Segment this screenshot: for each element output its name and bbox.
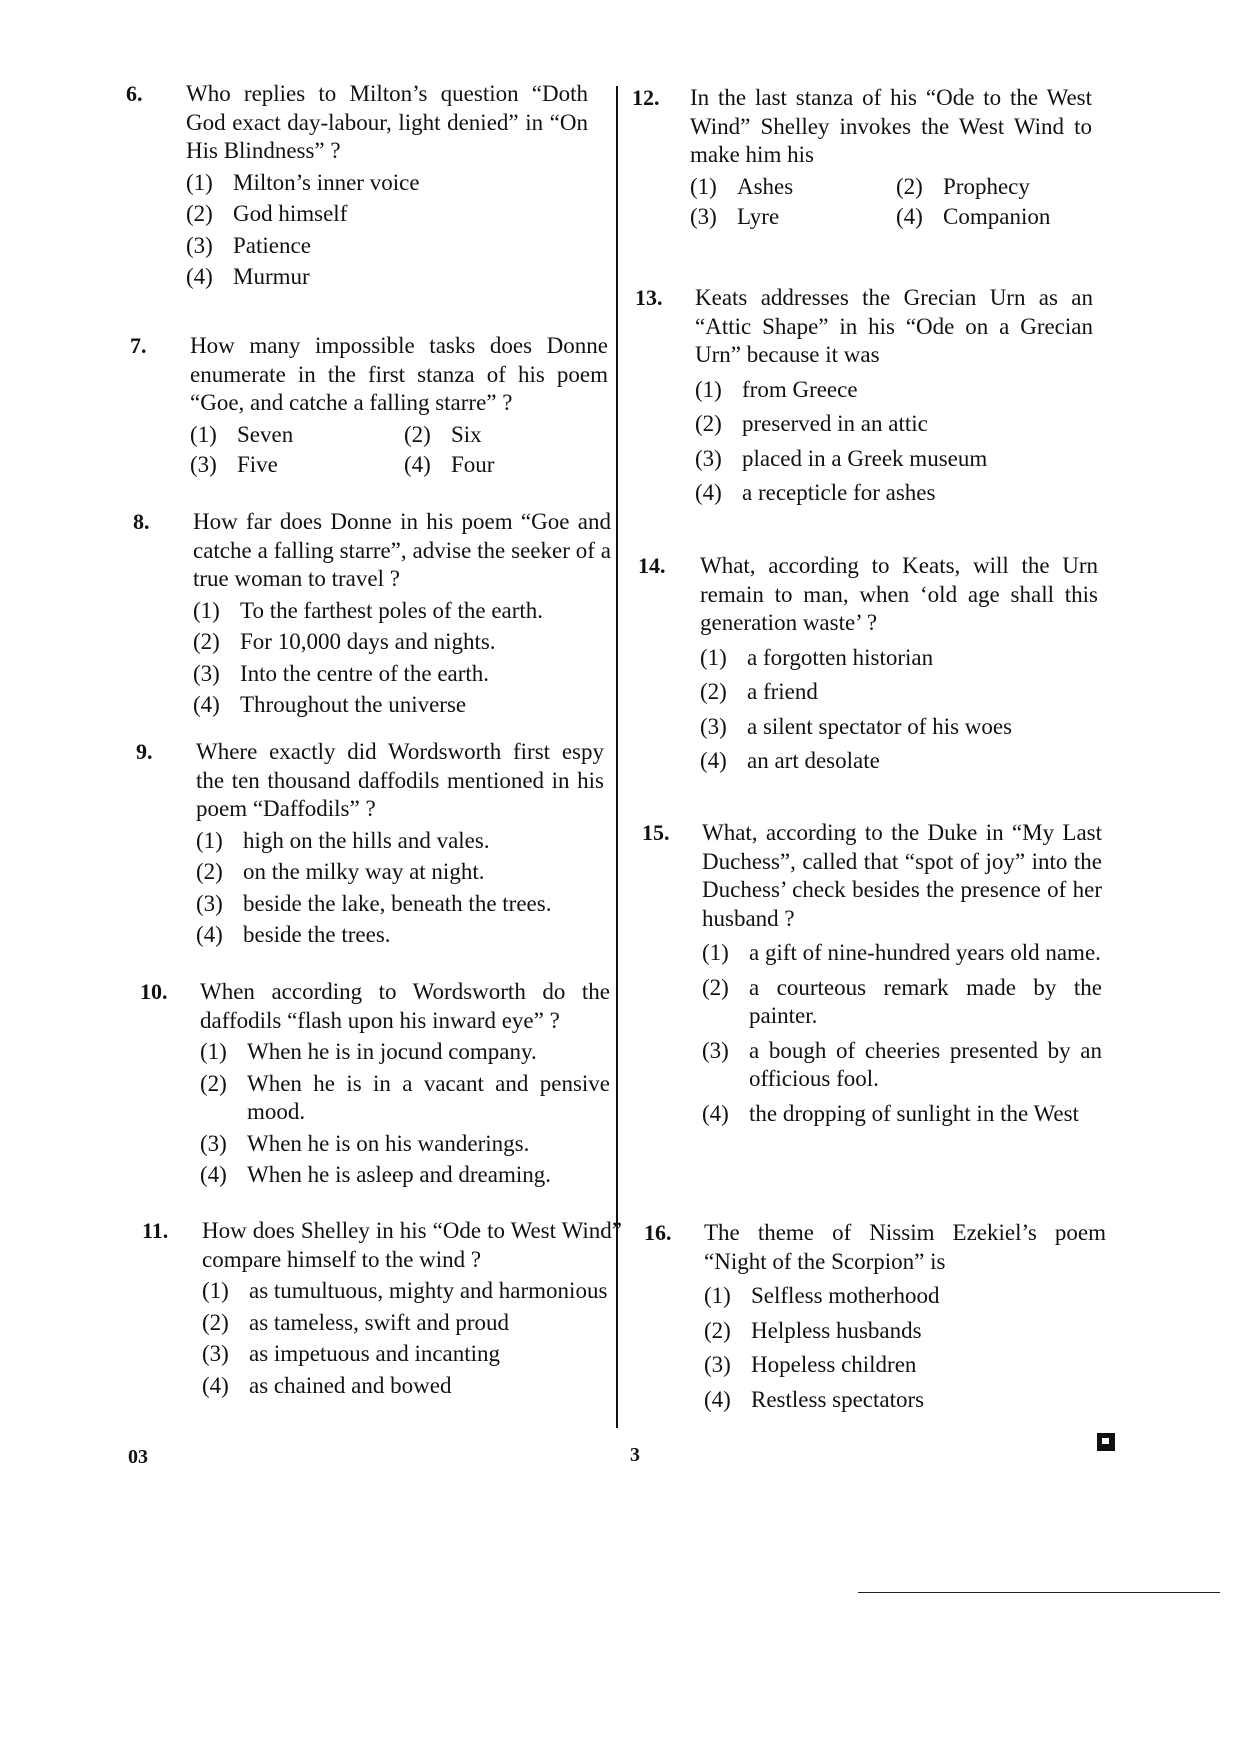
option-number: (3) bbox=[690, 204, 717, 229]
option-2[interactable] bbox=[695, 410, 1093, 439]
option-number: (1) bbox=[704, 1283, 731, 1308]
option-4[interactable] bbox=[702, 1100, 1102, 1129]
option-text: Prophecy bbox=[943, 173, 1030, 199]
option-4[interactable] bbox=[202, 1372, 622, 1401]
option-1[interactable] bbox=[700, 644, 1098, 673]
option-4[interactable] bbox=[896, 203, 1092, 232]
option-3[interactable] bbox=[704, 1351, 1106, 1380]
question-number: 14. bbox=[638, 553, 666, 578]
option-2[interactable] bbox=[186, 200, 588, 229]
question-text: How many impossible tasks does Donne enumerate in the first stanza of his poem “Goe, and catche a falling starre” ? bbox=[190, 333, 608, 415]
question-number: 16. bbox=[644, 1220, 672, 1245]
option-4[interactable] bbox=[404, 451, 608, 480]
option-1[interactable] bbox=[196, 827, 604, 856]
option-text: a bough of cheeries presented by an officious fool. bbox=[749, 1037, 1102, 1091]
option-number: (4) bbox=[193, 692, 220, 717]
option-2[interactable] bbox=[896, 173, 1092, 202]
option-number: (4) bbox=[702, 1100, 729, 1126]
option-text: For 10,000 days and nights. bbox=[240, 629, 496, 654]
option-1[interactable] bbox=[193, 597, 611, 626]
option-text: Restless spectators bbox=[751, 1386, 925, 1412]
option-3[interactable] bbox=[702, 1037, 1102, 1094]
option-2[interactable] bbox=[200, 1070, 610, 1127]
question-text: How far does Donne in his poem “Goe and catche a falling starre”, advise the seeker of a true woman to travel ? bbox=[193, 509, 611, 591]
option-text: When he is in a vacant and pensive mood. bbox=[247, 1070, 610, 1124]
bottom-rule bbox=[858, 1592, 1220, 1593]
options-grid bbox=[690, 173, 1092, 232]
option-text: as chained and bowed bbox=[249, 1372, 452, 1398]
option-number: (4) bbox=[200, 1162, 227, 1187]
option-3[interactable] bbox=[196, 890, 604, 919]
option-text: Hopeless children bbox=[751, 1352, 917, 1377]
option-number: (2) bbox=[193, 629, 220, 654]
option-number: (4) bbox=[202, 1372, 229, 1398]
option-text: a silent spectator of his woes bbox=[747, 713, 1013, 739]
option-1[interactable] bbox=[690, 173, 886, 202]
option-4[interactable] bbox=[186, 263, 588, 292]
option-text: Selfless motherhood bbox=[751, 1283, 940, 1308]
option-text: God himself bbox=[233, 201, 348, 226]
option-text: Ashes bbox=[737, 173, 794, 199]
option-text: beside the lake, beneath the trees. bbox=[243, 890, 552, 916]
option-4[interactable] bbox=[704, 1386, 1106, 1415]
option-number: (2) bbox=[196, 859, 223, 884]
question-number: 10. bbox=[140, 979, 168, 1004]
option-text: placed in a Greek museum bbox=[742, 445, 988, 471]
option-1[interactable] bbox=[702, 939, 1102, 968]
option-1[interactable] bbox=[704, 1282, 1106, 1311]
option-number: (4) bbox=[404, 452, 431, 477]
option-1[interactable] bbox=[695, 376, 1093, 405]
question-number: 7. bbox=[130, 333, 147, 358]
option-4[interactable] bbox=[695, 479, 1093, 508]
option-number: (2) bbox=[200, 1070, 227, 1096]
option-number: (1) bbox=[200, 1039, 227, 1064]
option-2[interactable] bbox=[704, 1317, 1106, 1346]
option-number: (1) bbox=[690, 173, 717, 199]
option-2[interactable] bbox=[202, 1309, 622, 1338]
page-number: 3 bbox=[630, 1444, 640, 1466]
option-number: (3) bbox=[200, 1130, 227, 1156]
option-text: Six bbox=[451, 421, 482, 447]
question-text: In the last stanza of his “Ode to the West Wind” Shelley invokes the West Wind to make him his bbox=[690, 85, 1092, 167]
option-3[interactable] bbox=[186, 232, 588, 261]
option-text: a friend bbox=[747, 679, 818, 704]
option-number: (1) bbox=[193, 597, 220, 623]
option-3[interactable] bbox=[202, 1340, 622, 1369]
option-number: (1) bbox=[190, 421, 217, 447]
question-number: 15. bbox=[642, 820, 670, 845]
option-4[interactable] bbox=[700, 747, 1098, 776]
option-text: as tumultuous, mighty and harmonious bbox=[249, 1278, 608, 1303]
question-text: Keats addresses the Grecian Urn as an “Attic Shape” in his “Ode on a Grecian Urn” because it was bbox=[695, 285, 1093, 367]
option-3[interactable] bbox=[695, 445, 1093, 474]
option-text: When he is in jocund company. bbox=[247, 1039, 537, 1064]
option-number: (2) bbox=[404, 421, 431, 447]
option-number: (3) bbox=[202, 1341, 229, 1366]
question-number: 12. bbox=[632, 85, 660, 110]
option-number: (2) bbox=[700, 679, 727, 704]
option-number: (3) bbox=[193, 660, 220, 686]
option-3[interactable] bbox=[193, 660, 611, 689]
question-text: The theme of Nissim Ezekiel’s poem “Night of the Scorpion” is bbox=[704, 1220, 1106, 1274]
option-3[interactable] bbox=[200, 1130, 610, 1159]
option-number: (1) bbox=[202, 1278, 229, 1303]
question-text: When according to Wordsworth do the daffodils “flash upon his inward eye” ? bbox=[200, 979, 610, 1033]
option-number: (2) bbox=[704, 1317, 731, 1343]
option-number: (2) bbox=[695, 411, 722, 436]
option-text: Into the centre of the earth. bbox=[240, 660, 490, 686]
option-number: (4) bbox=[704, 1386, 731, 1412]
question-text: How does Shelley in his “Ode to West Wind” compare himself to the wind ? bbox=[202, 1218, 622, 1272]
option-number: (2) bbox=[896, 173, 923, 199]
option-number: (3) bbox=[186, 232, 213, 258]
option-1[interactable] bbox=[200, 1038, 610, 1067]
option-text: a recepticle for ashes bbox=[742, 480, 936, 505]
option-number: (1) bbox=[196, 827, 223, 853]
option-text: Lyre bbox=[737, 204, 780, 229]
option-4[interactable] bbox=[193, 691, 611, 720]
registration-mark-icon bbox=[1097, 1433, 1115, 1451]
option-number: (2) bbox=[186, 201, 213, 226]
option-number: (4) bbox=[186, 264, 213, 289]
option-4[interactable] bbox=[196, 921, 604, 950]
option-text: as tameless, swift and proud bbox=[249, 1309, 509, 1335]
option-number: (3) bbox=[700, 713, 727, 739]
booklet-code: 03 bbox=[128, 1446, 148, 1468]
option-number: (2) bbox=[202, 1309, 229, 1335]
option-text: When he is on his wanderings. bbox=[247, 1130, 530, 1156]
option-number: (3) bbox=[196, 890, 223, 916]
option-text: high on the hills and vales. bbox=[243, 827, 490, 853]
option-text: the dropping of sunlight in the West bbox=[749, 1100, 1079, 1126]
option-number: (4) bbox=[196, 922, 223, 947]
option-text: preserved in an attic bbox=[742, 411, 928, 436]
option-1[interactable] bbox=[202, 1277, 622, 1306]
option-text: Throughout the universe bbox=[240, 692, 467, 717]
option-number: (4) bbox=[695, 480, 722, 505]
question-text: What, according to the Duke in “My Last Duchess”, called that “spot of joy” into the Duchess’ check besides the presence of her husband ? bbox=[702, 820, 1102, 931]
question-number: 8. bbox=[133, 509, 150, 534]
question-number: 6. bbox=[126, 81, 143, 106]
option-3[interactable] bbox=[690, 203, 886, 232]
options-grid bbox=[190, 421, 608, 480]
option-text: as impetuous and incanting bbox=[249, 1341, 501, 1366]
option-text: beside the trees. bbox=[243, 922, 391, 947]
option-text: When he is asleep and dreaming. bbox=[247, 1162, 551, 1187]
option-number: (3) bbox=[702, 1037, 729, 1063]
option-4[interactable] bbox=[200, 1161, 610, 1190]
option-text: Murmur bbox=[233, 264, 310, 289]
option-text: a forgotten historian bbox=[747, 644, 934, 670]
option-text: Milton’s inner voice bbox=[233, 169, 420, 195]
option-2[interactable] bbox=[404, 421, 608, 450]
option-2[interactable] bbox=[196, 858, 604, 887]
option-text: To the farthest poles of the earth. bbox=[240, 597, 544, 623]
option-text: Five bbox=[237, 452, 278, 477]
option-number: (3) bbox=[695, 445, 722, 471]
option-text: Companion bbox=[943, 204, 1051, 229]
option-3[interactable] bbox=[700, 713, 1098, 742]
option-number: (3) bbox=[190, 452, 217, 477]
option-text: Helpless husbands bbox=[751, 1317, 922, 1343]
option-text: on the milky way at night. bbox=[243, 859, 485, 884]
option-text: an art desolate bbox=[747, 748, 880, 773]
option-text: a gift of nine-hundred years old name. bbox=[749, 940, 1101, 965]
option-2[interactable] bbox=[700, 678, 1098, 707]
option-number: (3) bbox=[704, 1352, 731, 1377]
option-text: Seven bbox=[237, 421, 294, 447]
question-number: 13. bbox=[635, 285, 663, 310]
option-number: (1) bbox=[186, 169, 213, 195]
question-number: 11. bbox=[142, 1218, 169, 1243]
option-text: from Greece bbox=[742, 376, 858, 402]
option-1[interactable] bbox=[190, 421, 394, 450]
option-text: Four bbox=[451, 452, 495, 477]
option-number: (4) bbox=[896, 204, 923, 229]
question-text: What, according to Keats, will the Urn remain to man, when ‘old age shall this generation waste’ ? bbox=[700, 553, 1098, 635]
option-3[interactable] bbox=[190, 451, 394, 480]
option-text: a courteous remark made by the painter. bbox=[749, 974, 1102, 1028]
option-number: (1) bbox=[700, 644, 727, 670]
option-text: Patience bbox=[233, 232, 311, 258]
option-number: (1) bbox=[702, 940, 729, 965]
option-2[interactable] bbox=[193, 628, 611, 657]
option-1[interactable] bbox=[186, 169, 588, 198]
option-number: (4) bbox=[700, 748, 727, 773]
option-number: (2) bbox=[702, 974, 729, 1000]
option-2[interactable] bbox=[702, 974, 1102, 1031]
question-text: Where exactly did Wordsworth first espy the ten thousand daffodils mentioned in his poem “Daffodils” ? bbox=[196, 739, 604, 821]
question-number: 9. bbox=[136, 739, 153, 764]
option-number: (1) bbox=[695, 376, 722, 402]
question-text: Who replies to Milton’s question “Doth God exact day-labour, light denied” in “On His Blindness” ? bbox=[186, 81, 588, 163]
